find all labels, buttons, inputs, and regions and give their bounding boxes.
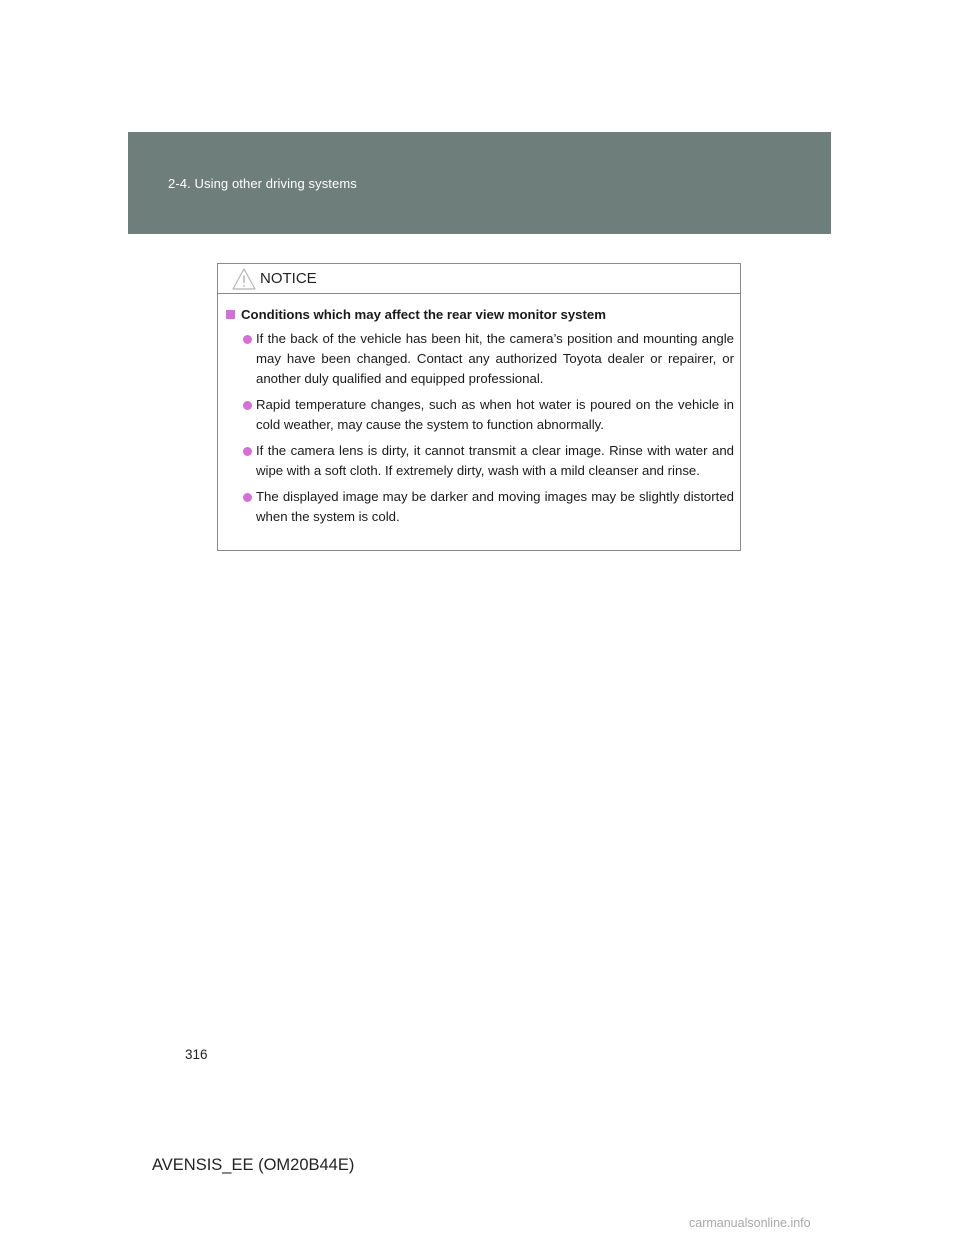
notice-box (217, 263, 741, 551)
notice-item-text: The displayed image may be darker and moving images may be slightly distorted when the system is cold. (256, 489, 734, 524)
dot-bullet-icon (243, 493, 252, 502)
page-number: 316 (185, 1047, 208, 1062)
notice-item (226, 487, 734, 527)
notice-header (218, 264, 740, 294)
notice-item-text: Rapid temperature changes, such as when hot water is poured on the vehicle in cold weather, may cause the system to function abnormally. (256, 397, 734, 432)
notice-item-text: If the back of the vehicle has been hit, the camera’s position and mounting angle may have been changed. Contact any authorized Toyota dealer or repairer, or another duly qualified and equipped professional. (256, 331, 734, 386)
notice-item (226, 395, 734, 435)
conditions-heading (226, 306, 734, 324)
notice-item-text: If the camera lens is dirty, it cannot transmit a clear image. Rinse with water and wipe with a soft cloth. If extremely dirty, wash with a mild cleanser and rinse. (256, 443, 734, 478)
warning-triangle-icon (232, 268, 256, 290)
header-band (128, 132, 831, 234)
notice-body (218, 294, 740, 527)
notice-item (226, 441, 734, 481)
dot-bullet-icon (243, 447, 252, 456)
conditions-heading-text: Conditions which may affect the rear view monitor system (241, 307, 606, 322)
notice-item (226, 329, 734, 389)
notice-label: NOTICE (260, 270, 317, 287)
manual-code: AVENSIS_EE (OM20B44E) (152, 1156, 355, 1174)
section-title: 2-4. Using other driving systems (168, 176, 357, 191)
square-bullet-icon (226, 310, 235, 319)
dot-bullet-icon (243, 335, 252, 344)
dot-bullet-icon (243, 401, 252, 410)
watermark: carmanualsonline.info (689, 1216, 811, 1230)
